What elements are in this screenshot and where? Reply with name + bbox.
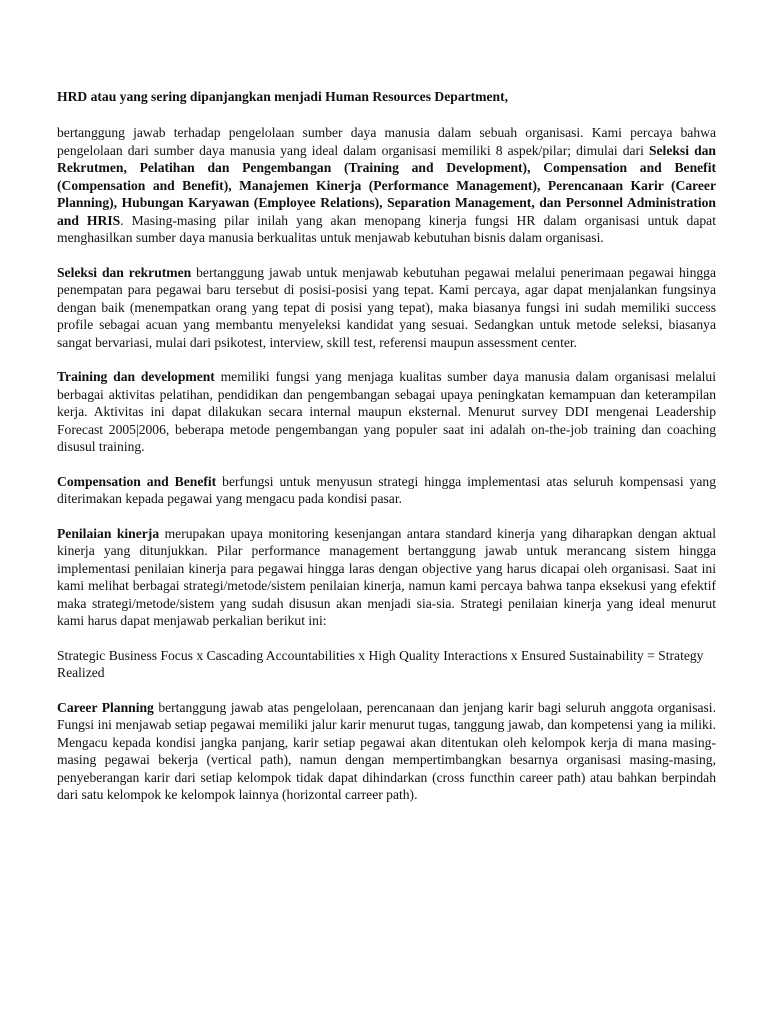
compensation-heading: Compensation and Benefit — [57, 473, 217, 489]
seleksi-paragraph — [57, 264, 716, 352]
compensation-text: berfungsi untuk menyusun strategi hingga implementasi atas seluruh kompensasi yang diterimakan kepada pegawai yang mengacu pada kondisi pasar. — [57, 473, 716, 506]
career-paragraph — [57, 699, 716, 804]
seleksi-text: bertanggung jawab untuk menjawab kebutuhan pegawai melalui penerimaan pegawai hingga penempatan para pegawai baru tersebut di posisi-posisi yang tepat. Kami percaya, agar dapat menjalankan fungsinya dengan baik (menempatkan orang yang tepat di posisi yang tepat), maka biasanya fungsi ini sudah memiliki success profile sebagai acuan yang membantu menyeleksi kandidat yang sesuai. Sedangkan untuk metode seleksi, biasanya sangat bervariasi, mulai dari psikotest, interview, skill test, referensi maupun assessment center. — [57, 264, 717, 350]
training-paragraph — [57, 368, 716, 456]
seleksi-heading: Seleksi dan rekrutmen — [57, 264, 192, 280]
intro-paragraph — [57, 124, 716, 247]
penilaian-heading: Penilaian kinerja — [57, 525, 160, 541]
intro-text-1: bertanggung jawab terhadap pengelolaan sumber daya manusia dalam sebuah organisasi. Kami percaya bahwa pengelolaan dari sumber daya manusia yang ideal dalam organisasi memiliki 8 aspek/pilar; dimulai dari — [57, 125, 716, 158]
penilaian-paragraph — [57, 525, 716, 630]
training-text: memiliki fungsi yang menjaga kualitas sumber daya manusia dalam organisasi melalui berbagai aktivitas pelatihan, pendidikan dan pengembangan sebagai upaya peningkatan kemampuan dan keterampilan kerja. Aktivitas ini dapat dilakukan secara internal maupun eksternal. Menurut survey DDI mengenai Leadership Forecast 2005|2006, beberapa metode pengembangan yang populer saat ini adalah on-the-job training dan coaching disusul training. — [57, 369, 716, 454]
penilaian-text: merupakan upaya monitoring kesenjangan antara standard kinerja yang diharapkan dengan aktual kinerja yang ditunjukkan. Pilar performance management bertanggung jawab untuk merancang sistem hingga implementasi penilaian kinerja para pegawai hingga laras dengan objective yang harus dicapai oleh organisasi. Saat ini kami melihat berbagai strategi/metode/sistem penilaian kinerja, namun kami percaya bahwa tanpa eksekusi yang efektif maka strategi/metode/sistem yang sudah disusun akan menjadi sia-sia. Strategi penilaian kinerja yang ideal menurut kami harus dapat menjawab perkalian berikut ini: — [57, 525, 716, 628]
training-heading: Training dan development — [57, 369, 215, 384]
intro-text-2: . Masing-masing pilar inilah yang akan menopang kinerja fungsi HR dalam organisasi untuk dapat menghasilkan sumber daya manusia berkualitas untuk menjawab kebutuhan bisnis dalam organisasi. — [57, 212, 716, 245]
intro-pillars: Seleksi dan Rekrutmen, Pelatihan dan Pengembangan (Training and Development), Compensation and Benefit (Compensation and Benefit), Manajemen Kinerja (Performance Management), Perencanaan Karir (Career Planning), Hubungan Karyawan (Employee Relations), Separation Management, dan Personnel Administration and HRIS — [57, 142, 716, 228]
career-heading: Career Planning — [57, 699, 154, 715]
document-title: HRD atau yang sering dipanjangkan menjadi Human Resources Department, — [57, 89, 509, 104]
compensation-paragraph — [57, 473, 716, 508]
career-text: bertanggung jawab atas pengelolaan, perencanaan dan jenjang karir bagi seluruh anggota organisasi. Fungsi ini menjawab setiap pegawai memiliki jalur karir menurut tugas, tanggung jawab, dan kompetensi yang ia miliki. Mengacu kepada kondisi jangka panjang, karir setiap pegawai akan ditentukan oleh kelompok kerja di mana masing-masing pegawai bekerja (vertical path), namun dengan mempertimbangkan besarnya organisasi masing-masing, penyeberangan karir dari setiap kelompok tidak dapat dihindarkan (cross functhin career path) atau bahkan berpindah dari satu kelompok ke kelompok lainnya (horizontal carreer path). — [57, 699, 716, 802]
formula-paragraph: Strategic Business Focus x Cascading Accountabilities x High Quality Interactions x Ensured Sustainability = Strategy Realized — [57, 647, 704, 680]
